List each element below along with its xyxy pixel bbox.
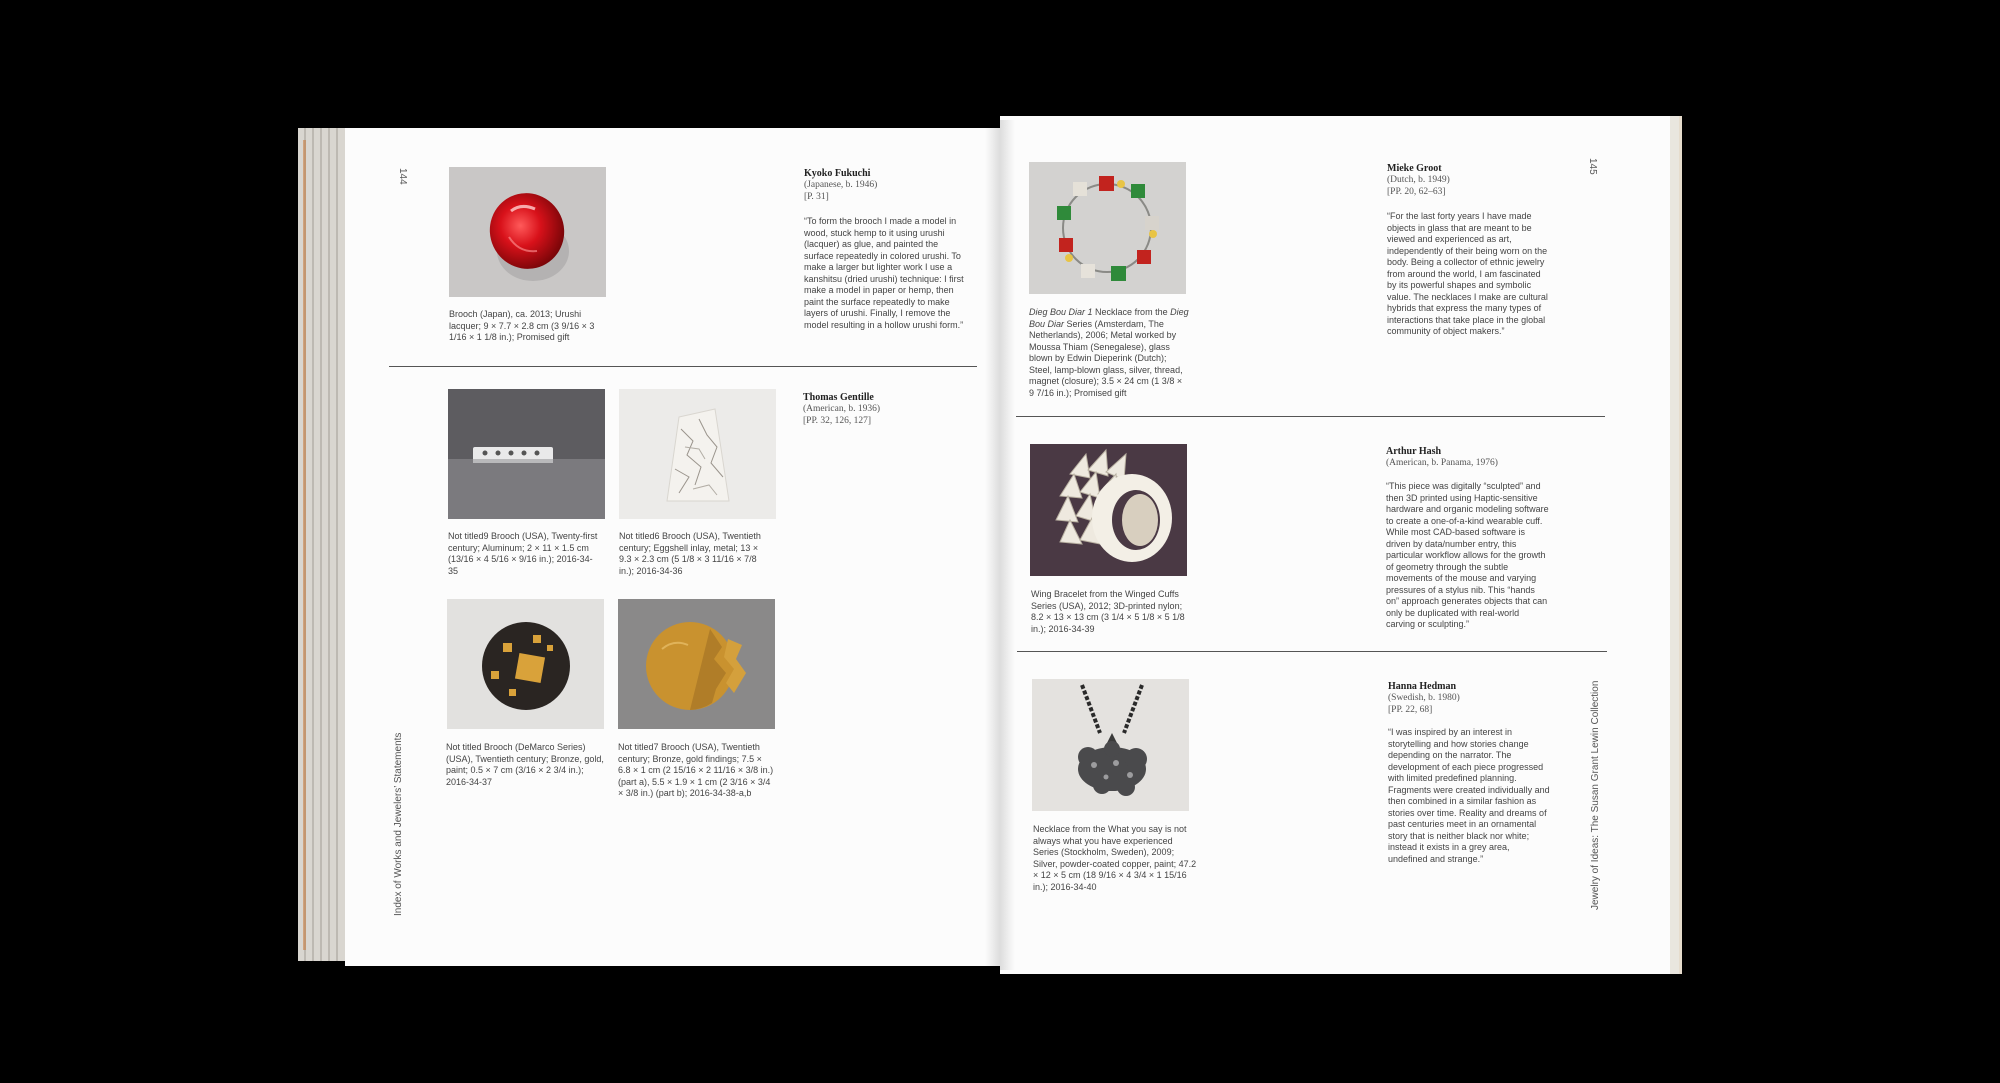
statement-groot: “For the last forty years I have made objects in glass that are meant to be viewed and experienced as art, independently of their being worn on the body. Being a collector of ethnic jewelry from around the world, I am fascinated by its powerful shapes and symbolic value. The necklaces I make are cultural hybrids that express the many types of interactions that take place in the global community of object makers.”	[1387, 211, 1548, 336]
page-number-left: 144	[397, 168, 408, 185]
caption-gentille-eggshell: Not titled6 Brooch (USA), Twentieth century; Eggshell inlay, metal; 13 × 9.3 × 2.3 cm (5 1/8 × 3 11/16 × 7/8 in.); 2016-34-36	[619, 531, 761, 576]
section-divider	[1016, 416, 1605, 417]
caption-hash-bracelet: Wing Bracelet from the Winged Cuffs Series (USA), 2012; 3D-printed nylon; 8.2 × 13 × 13 cm (3 1/4 × 5 1/8 × 5 1/8 in.); 2016-34-39	[1031, 589, 1185, 634]
artist-pages: [PP. 20, 62–63]	[1387, 186, 1446, 197]
artist-nationality: (American, b. Panama, 1976)	[1386, 458, 1498, 468]
artist-block-hash	[1386, 446, 1586, 470]
caption-text: Series (Amsterdam, The Netherlands), 2006; Metal worked by Moussa Thiam (Senegalese), glass blown by Edwin Dieperink (Dutch); Steel, lamp-blown glass, silver, thread, magnet (closure); 3.5 × 24 cm (1 3/8 × 9 7/16 in.); Promised gift	[1029, 318, 1183, 398]
artist-block-gentille	[803, 392, 1003, 427]
brooch-aluminum-photo	[448, 389, 605, 519]
artist-pages: [P. 31]	[804, 191, 829, 202]
artist-pages: [PP. 32, 126, 127]	[803, 415, 872, 426]
caption-text: Necklace from the	[1092, 307, 1171, 317]
brooch-demarco-photo	[447, 599, 604, 729]
necklace-glass-beads-photo	[1029, 162, 1186, 294]
section-divider	[389, 366, 977, 367]
artist-name: Hanna Hedman	[1388, 681, 1457, 692]
artist-name: Thomas Gentille	[803, 392, 874, 403]
artist-nationality: (American, b. 1936)	[803, 404, 881, 414]
caption-gentille-demarco: Not titled Brooch (DeMarco Series) (USA), Twentieth century; Bronze, gold, paint; 0.5 × 7 cm (3/16 × 2 3/4 in.); 2016-34-37	[446, 742, 604, 787]
caption-groot-necklace	[1029, 307, 1189, 399]
caption-hedman-necklace: Necklace from the What you say is not always what you have experienced Series (Stockholm, Sweden), 2009; Silver, powder-coated copper, paint; 47.2 × 12 × 5 cm (18 9/16 × 4 3/4 × 1 15/16 in.); 2016-34-40	[1033, 824, 1197, 892]
artist-name: Mieke Groot	[1387, 163, 1442, 174]
artist-pages: [PP. 22, 68]	[1388, 704, 1433, 715]
artist-block-groot	[1387, 163, 1587, 198]
artist-block-fukuchi	[804, 168, 1004, 203]
caption-fukuchi-brooch: Brooch (Japan), ca. 2013; Urushi lacquer; 9 × 7.7 × 2.8 cm (3 9/16 × 3 1/16 × 1 1/8 in.); Promised gift	[449, 309, 595, 342]
brooch-bronze-photo	[618, 599, 775, 729]
statement-hash: “This piece was digitally “sculpted” and then 3D printed using Haptic-sensitive hardware and organic modeling software to create a one-of-a-kind wearable cuff. While most CAD-based software is driven by data/number entry, this particular workflow allows for the growth of geometry through the subtle movements of the mouse and varying pressures of a stylus nib. This “hands on” approach generates objects that can only be duplicated with real-world carving or sculpting.”	[1386, 481, 1549, 629]
bracelet-3d-printed-photo	[1030, 444, 1187, 576]
caption-gentille-aluminum: Not titled9 Brooch (USA), Twenty-first century; Aluminum; 2 × 11 × 1.5 cm (13/16 × 4 5/16 × 9/16 in.); 2016-34-35	[448, 531, 598, 576]
page-edge-accent	[303, 140, 306, 950]
caption-series-italic: Dieg Bou Diar	[1029, 307, 1189, 329]
page-number-right: 145	[1587, 158, 1598, 175]
artist-block-hedman	[1388, 681, 1588, 716]
running-footer-right: Jewelry of Ideas: The Susan Grant Lewin Collection	[1590, 680, 1601, 910]
artist-name: Arthur Hash	[1386, 446, 1442, 457]
brooch-eggshell-photo	[619, 389, 776, 519]
statement-fukuchi: “To form the brooch I made a model in wood, stuck hemp to it using urushi (lacquer) as glue, and painted the surface repeatedly in colored urushi. To make a larger but lighter work I use a kanshitsu (dried urushi) technique: I first make a model in paper or hemp, then paint the surface repeatedly to make layers of urushi. Finally, I remove the model resulting in a hollow urushi form.”	[804, 216, 964, 330]
artist-nationality: (Swedish, b. 1980)	[1388, 693, 1460, 703]
artist-nationality: (Japanese, b. 1946)	[804, 180, 878, 190]
book-gutter-shadow	[985, 120, 1015, 970]
section-divider	[1017, 651, 1607, 652]
caption-title-italic: Dieg Bou Diar 1	[1029, 307, 1093, 317]
brooch-red-photo	[449, 167, 606, 297]
statement-hedman: “I was inspired by an interest in storytelling and how stories change depending on the narrator. The development of each piece progressed with limited predefined planning. Fragments were created individually and then combined in a similar fashion as stories over time. Reality and dreams of past centuries meet in an ornamental story that is neither black nor white; instead it exists in a grey area, undefined and strange.”	[1388, 727, 1550, 864]
necklace-silver-pendant-photo	[1032, 679, 1189, 811]
caption-gentille-bronze: Not titled7 Brooch (USA), Twentieth century; Bronze, gold findings; 7.5 × 6.8 × 1 cm (2 15/16 × 2 11/16 × 3/8 in.) (part a), 5.5 × 1.9 × 1 cm (2 3/16 × 3/4 × 3/8 in.) (part b); 2016-34-38-a,b	[618, 742, 774, 798]
artist-nationality: (Dutch, b. 1949)	[1387, 175, 1450, 185]
artist-name: Kyoko Fukuchi	[804, 168, 871, 179]
running-footer-left: Index of Works and Jewelers’ Statements	[393, 732, 404, 916]
